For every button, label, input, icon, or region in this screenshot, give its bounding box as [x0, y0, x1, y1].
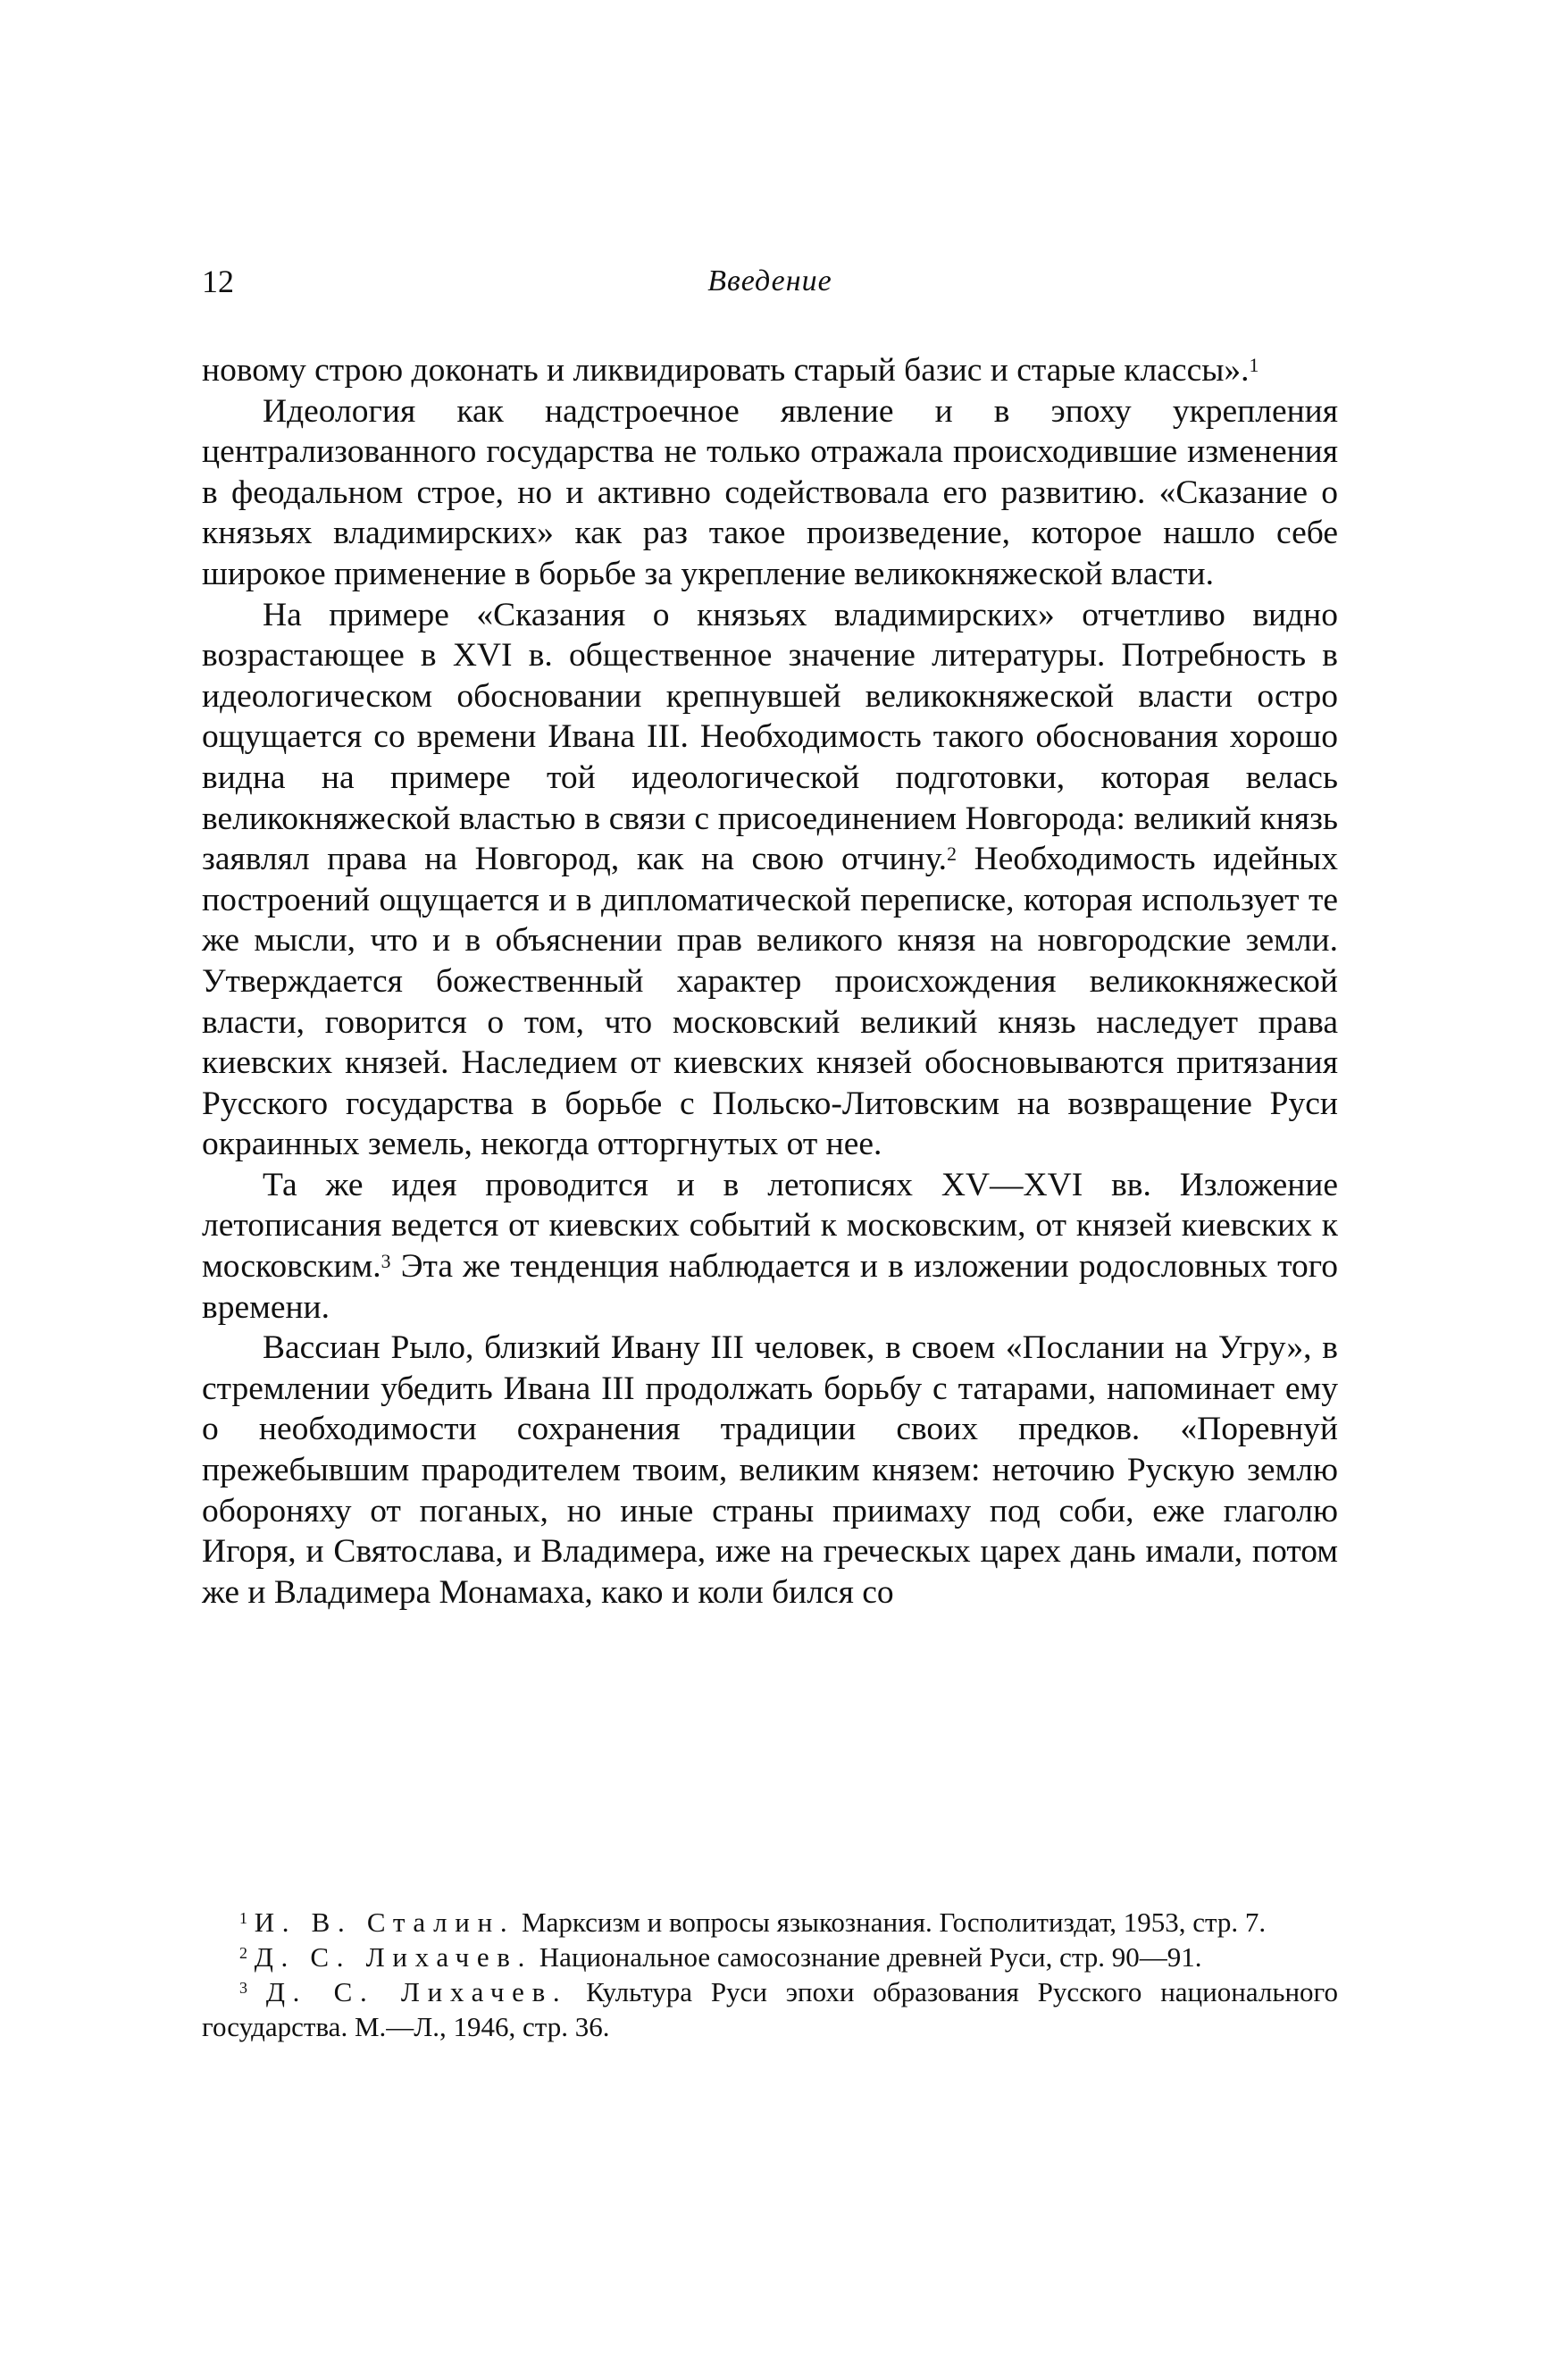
- page-number: 12: [202, 264, 234, 299]
- paragraph-text: Та же идея проводится и в летописях XV—XVI вв. Изложение летописания ведется от киевских событий к московским, от князей киевских к московским.: [202, 1166, 1338, 1286]
- paragraph-text: Необходимость идейных построений ощущается и в дипломатической переписке, которая использует те же мысли, что и в объяснении прав великого князя на новгородские земли. Утверждается божественный характер происхождения великокняжеской власти, говорится о том, что московский великий князь наследует права киевских князей. Наследием от киевских князей обосновываются притязания Русского государства в борьбе с Польско-Литовским на возвращение Руси окраинных земель, некогда отторгнутых от нее.: [202, 841, 1338, 1163]
- page-header: [202, 259, 1338, 304]
- footnote-3: [202, 1974, 1338, 2044]
- running-title: Введение: [707, 264, 832, 298]
- footnote-text: Национальное самосознание древней Руси, стр. 90—91.: [532, 1941, 1202, 1973]
- footnote-author: Д. С. Лихачев.: [265, 1976, 568, 2007]
- paragraph-text: Идеология как надстроечное явление и в эпоху укрепления централизованного государства не только отражала происходившие изменения в феодальном строе, но и активно содействовала его развитию. «Сказание о князьях владимирских» как раз такое произведение, которое нашло себе широкое применение в борьбе за укрепление великокняжеской власти.: [202, 392, 1338, 592]
- main-text: [202, 350, 1338, 1613]
- footnote-number: 3: [239, 1979, 247, 1998]
- paragraph-2: [202, 391, 1338, 595]
- footnote-2: [202, 1940, 1338, 1974]
- footnote-reference: 3: [380, 1250, 391, 1272]
- footnote-reference: 1: [1249, 354, 1259, 376]
- footnote-number: 2: [239, 1944, 247, 1963]
- paragraph-text: новому строю доконать и ликвидировать старый базис и старые классы».: [202, 352, 1250, 389]
- footnote-reference: 2: [947, 842, 957, 865]
- paragraph-4: [202, 1165, 1338, 1328]
- footnote-author: Д. С. Лихачев.: [254, 1941, 533, 1973]
- footnote-number: 1: [239, 1909, 247, 1928]
- footnote-text: Марксизм и вопросы языкознания. Госполитиздат, 1953, стр. 7.: [514, 1907, 1267, 1938]
- paragraph-text: Эта же тенденция наблюдается и в изложении родословных того времени.: [202, 1248, 1338, 1326]
- paragraph-text: Вассиан Рыло, близкий Ивану III человек, в своем «Послании на Угру», в стремлении убедить Ивана III продолжать борьбу с татарами, напоминает ему о необходимости сохранения традиции своих предков. «Поревнуй прежебывшим прародителем твоим, великим князем: неточию Рускую землю обороняху от поганых, но иные страны приимаху под соби, еже глаголю Игоря, и Святослава, и Владимера, иже на греческых царех дань имали, потом же и Владимера Монамаха, како и коли бился со: [202, 1329, 1338, 1611]
- paragraph-text: На примере «Сказания о князьях владимирских» отчетливо видно возрастающее в XVI в. общественное значение литературы. Потребность в идеологическом обосновании крепнувшей великокняжеской власти остро ощущается со времени Ивана III. Необходимость такого обоснования хорошо видна на примере той идеологической подготовки, которая велась великокняжеской властью в связи с присоединением Новгорода: великий князь заявлял права на Новгород, как на свою отчину.: [202, 596, 1338, 878]
- paragraph-1: [202, 350, 1338, 391]
- paragraph-5: [202, 1328, 1338, 1613]
- footnote-text: Культура Руси эпохи образования Русского национального государства. М.—Л., 1946, стр. 36.: [202, 1976, 1338, 2042]
- footnotes: [202, 1905, 1338, 2044]
- footnote-author: И. В. Сталин.: [254, 1907, 515, 1938]
- footnote-1: [202, 1905, 1338, 1940]
- paragraph-3: [202, 595, 1338, 1165]
